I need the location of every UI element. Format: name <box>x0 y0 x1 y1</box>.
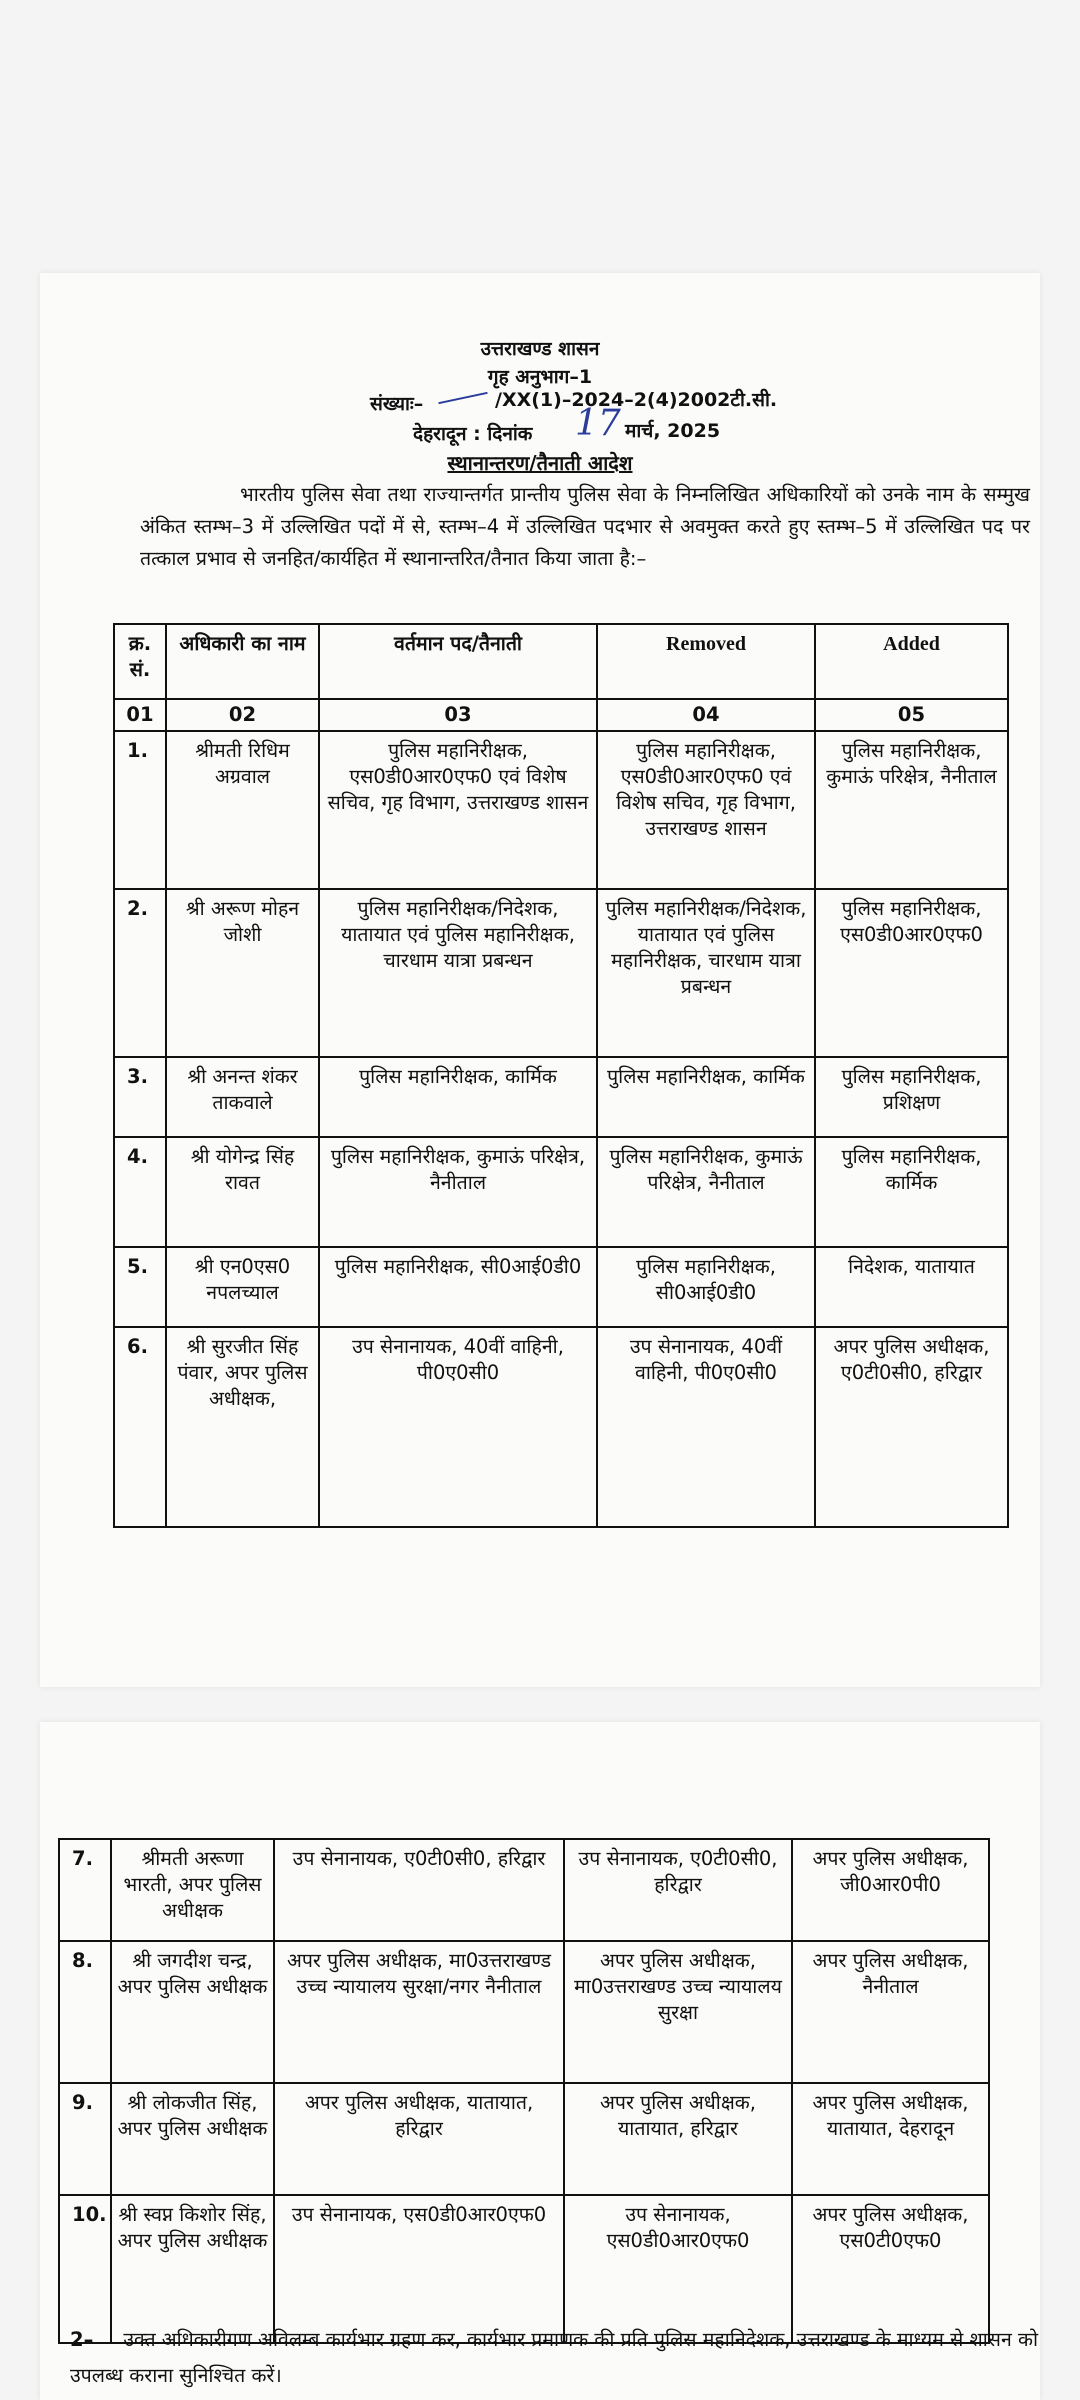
current-post: अपर पुलिस अधीक्षक, मा0उत्तराखण्ड उच्च न्यायालय सुरक्षा/नगर नैनीताल <box>274 1941 564 2083</box>
table-row <box>114 731 1008 889</box>
added-post: अपर पुलिस अधीक्षक, नैनीताल <box>792 1941 989 2083</box>
removed-post: पुलिस महानिरीक्षक, कार्मिक <box>597 1057 815 1137</box>
officer-name: श्रीमती अरूणा भारती, अपर पुलिस अधीक्षक <box>111 1839 274 1941</box>
date-month-year: मार्च, 2025 <box>625 420 721 442</box>
officer-name: श्री सुरजीत सिंह पंवार, अपर पुलिस अधीक्षक, <box>166 1327 319 1527</box>
table-row <box>114 889 1008 1057</box>
current-post: पुलिस महानिरीक्षक/निदेशक, यातायात एवं पुलिस महानिरीक्षक, चारधाम यात्रा प्रबन्धन <box>319 889 597 1057</box>
removed-post: पुलिस महानिरीक्षक, सी0आई0डी0 <box>597 1247 815 1327</box>
officer-name: श्री स्वप्न किशोर सिंह, अपर पुलिस अधीक्षक <box>111 2195 274 2343</box>
order-subject: स्थानान्तरण/तैनाती आदेश <box>447 451 633 475</box>
footnote-text: उक्त अधिकारीगण अविलम्ब कार्यभार ग्रहण कर, कार्यभार प्रमाणक की प्रति पुलिस महानिदेशक, उत्तराखण्ड के माध्यम से शासन को उपलब्ध कराना सुनिश्चित करें। <box>70 2328 1039 2387</box>
serial-number: 10. <box>59 2195 111 2343</box>
removed-post: अपर पुलिस अधीक्षक, यातायात, हरिद्वार <box>564 2083 792 2195</box>
serial-number: 5. <box>114 1247 166 1327</box>
table-row <box>114 1327 1008 1527</box>
transfer-table-page-1 <box>113 623 1009 1528</box>
added-post: पुलिस महानिरीक्षक, कार्मिक <box>815 1137 1008 1247</box>
current-post: उप सेनानायक, एस0डी0आर0एफ0 <box>274 2195 564 2343</box>
current-post: अपर पुलिस अधीक्षक, यातायात, हरिद्वार <box>274 2083 564 2195</box>
removed-post: उप सेनानायक, 40वीं वाहिनी, पी0ए0सी0 <box>597 1327 815 1527</box>
removed-post: पुलिस महानिरीक्षक, कुमाऊं परिक्षेत्र, नैनीताल <box>597 1137 815 1247</box>
intro-text: भारतीय पुलिस सेवा तथा राज्यान्तर्गत प्रान्तीय पुलिस सेवा के निम्नलिखित अधिकारियों को उनके नाम के सम्मुख अंकित स्तम्भ–3 में उल्लिखित पदों में से, स्तम्भ–4 में उल्लिखित पदभार से अवमुक्त करते हुए स्तम्भ–5 में उल्लिखित पद पर तत्काल प्रभाव से जनहित/कार्यहित में स्थानान्तरित/तैनात किया जाता है:– <box>140 483 1030 570</box>
serial-number: 3. <box>114 1057 166 1137</box>
current-post: पुलिस महानिरीक्षक, कार्मिक <box>319 1057 597 1137</box>
added-post: अपर पुलिस अधीक्षक, यातायात, देहरादून <box>792 2083 989 2195</box>
handwritten-stroke <box>438 392 487 404</box>
table-row <box>59 2083 989 2195</box>
col-number: 03 <box>319 699 597 731</box>
table-row <box>114 1137 1008 1247</box>
officer-name: श्री जगदीश चन्द्र, अपर पुलिस अधीक्षक <box>111 1941 274 2083</box>
order-number: /XX(1)–2024–2(4)2002टी.सी. <box>495 389 778 411</box>
serial-number: 2. <box>114 889 166 1057</box>
serial-number: 7. <box>59 1839 111 1941</box>
serial-number: 6. <box>114 1327 166 1527</box>
order-number-label: संख्याः– <box>370 393 424 415</box>
removed-post: पुलिस महानिरीक्षक, एस0डी0आर0एफ0 एवं विशेष सचिव, गृह विभाग, उत्तराखण्ड शासन <box>597 731 815 889</box>
serial-number: 9. <box>59 2083 111 2195</box>
date-label: देहरादून : दिनांक <box>413 423 533 445</box>
officer-name: श्रीमती रिधिम अग्रवाल <box>166 731 319 889</box>
removed-post: अपर पुलिस अधीक्षक, मा0उत्तराखण्ड उच्च न्यायालय सुरक्षा <box>564 1941 792 2083</box>
govt-title: उत्तराखण्ड शासन <box>480 338 600 360</box>
table-row <box>114 1057 1008 1137</box>
officer-name: श्री लोकजीत सिंह, अपर पुलिस अधीक्षक <box>111 2083 274 2195</box>
removed-post: उप सेनानायक, ए0टी0सी0, हरिद्वार <box>564 1839 792 1941</box>
intro-paragraph <box>140 479 1030 575</box>
department-line: गृह अनुभाग–1 <box>487 366 593 388</box>
col-number: 05 <box>815 699 1008 731</box>
col-header-current-post: वर्तमान पद/तैनाती <box>319 624 597 699</box>
officer-name: श्री योगेन्द्र सिंह रावत <box>166 1137 319 1247</box>
col-number: 01 <box>114 699 166 731</box>
current-post: पुलिस महानिरीक्षक, सी0आई0डी0 <box>319 1247 597 1327</box>
serial-number: 1. <box>114 731 166 889</box>
handwritten-date: 17 <box>575 403 621 444</box>
officer-name: श्री एन0एस0 नपलच्याल <box>166 1247 319 1327</box>
added-post: निदेशक, यातायात <box>815 1247 1008 1327</box>
col-number: 02 <box>166 699 319 731</box>
table-row <box>114 1247 1008 1327</box>
added-post: अपर पुलिस अधीक्षक, जी0आर0पी0 <box>792 1839 989 1941</box>
removed-post: पुलिस महानिरीक्षक/निदेशक, यातायात एवं पुलिस महानिरीक्षक, चारधाम यात्रा प्रबन्धन <box>597 889 815 1057</box>
current-post: उप सेनानायक, 40वीं वाहिनी, पी0ए0सी0 <box>319 1327 597 1527</box>
current-post: पुलिस महानिरीक्षक, एस0डी0आर0एफ0 एवं विशेष सचिव, गृह विभाग, उत्तराखण्ड शासन <box>319 731 597 889</box>
footnote-number: 2– <box>70 2328 94 2351</box>
current-post: पुलिस महानिरीक्षक, कुमाऊं परिक्षेत्र, नैनीताल <box>319 1137 597 1247</box>
added-post: अपर पुलिस अधीक्षक, एस0टी0एफ0 <box>792 2195 989 2343</box>
added-post: अपर पुलिस अधीक्षक, ए0टी0सी0, हरिद्वार <box>815 1327 1008 1527</box>
footnote-paragraph <box>70 2322 1040 2394</box>
officer-name: श्री अनन्त शंकर ताकवाले <box>166 1057 319 1137</box>
col-number: 04 <box>597 699 815 731</box>
col-header-officer-name: अधिकारी का नाम <box>166 624 319 699</box>
table-row <box>59 1941 989 2083</box>
removed-post: उप सेनानायक, एस0डी0आर0एफ0 <box>564 2195 792 2343</box>
col-header-added: Added <box>815 624 1008 699</box>
added-post: पुलिस महानिरीक्षक, प्रशिक्षण <box>815 1057 1008 1137</box>
document-page-1 <box>40 273 1040 1687</box>
col-header-removed: Removed <box>597 624 815 699</box>
current-post: उप सेनानायक, ए0टी0सी0, हरिद्वार <box>274 1839 564 1941</box>
col-header-serial: क्र. सं. <box>114 624 166 699</box>
table-row <box>59 2195 989 2343</box>
added-post: पुलिस महानिरीक्षक, कुमाऊं परिक्षेत्र, नैनीताल <box>815 731 1008 889</box>
table-row <box>59 1839 989 1941</box>
added-post: पुलिस महानिरीक्षक, एस0डी0आर0एफ0 <box>815 889 1008 1057</box>
transfer-table-page-2 <box>58 1838 990 2344</box>
serial-number: 4. <box>114 1137 166 1247</box>
serial-number: 8. <box>59 1941 111 2083</box>
officer-name: श्री अरूण मोहन जोशी <box>166 889 319 1057</box>
